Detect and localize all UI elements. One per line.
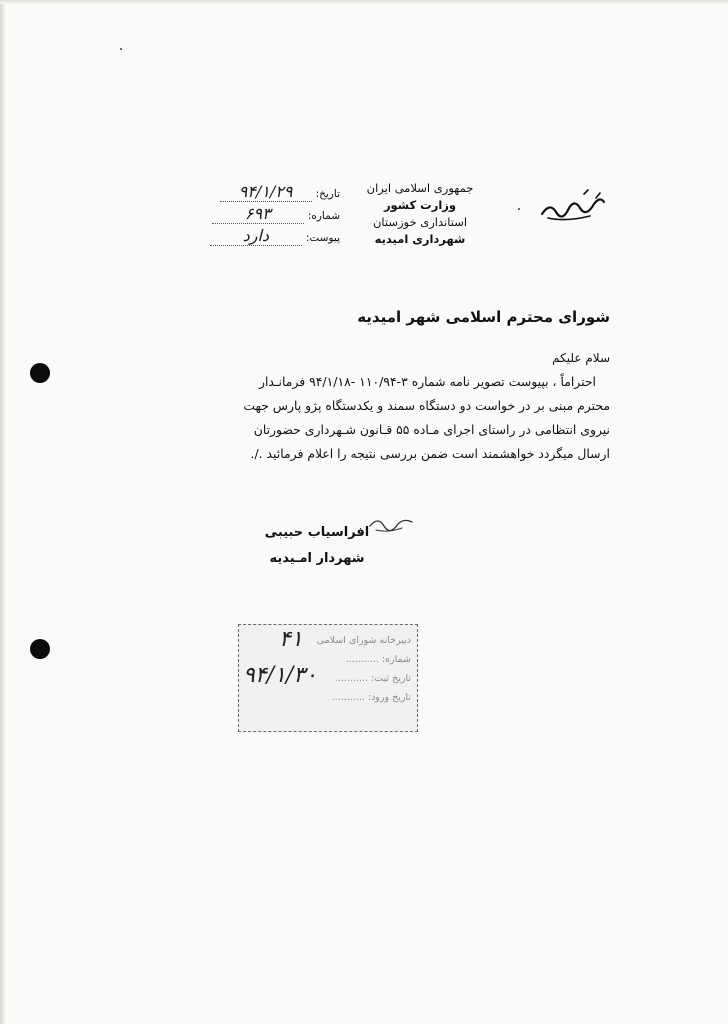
- number-row: [190, 205, 340, 227]
- number-label: شماره:: [307, 210, 340, 222]
- stamp-row: دبیرخانه شورای اسلامی: [316, 635, 411, 646]
- stamp-row: تاریخ ثبت: ...........: [334, 673, 411, 684]
- scan-edge-top: [0, 0, 728, 4]
- stamp-handwritten-number: ۴۱: [279, 627, 303, 652]
- letter-meta: [190, 183, 340, 249]
- signer-name: افراسیاب حبیبی: [264, 525, 370, 540]
- attachment-row: [190, 227, 340, 249]
- letterhead-municipality: شهرداری امیدیه: [374, 232, 466, 246]
- scan-speck: [518, 208, 520, 210]
- punch-hole-top: [30, 363, 50, 383]
- stamp-row: شماره: ...........: [345, 654, 411, 665]
- signature-scribble: [368, 514, 414, 534]
- attachment-value: دارد: [210, 227, 302, 246]
- date-row: [190, 183, 340, 205]
- body-line: احتراماً ، بپیوست تصویر نامه شماره ۳-۱۱۰/۹۴ -۹۴/۱/۱۸ فرمانـدار: [259, 374, 596, 389]
- letterhead-province: استانداری خوزستان: [372, 215, 468, 229]
- greeting: سلام علیکم: [552, 351, 610, 365]
- number-value: ۶۹۳: [212, 205, 304, 224]
- date-label: تاریخ:: [315, 188, 340, 200]
- punch-hole-bottom: [30, 639, 50, 659]
- letterhead: [350, 180, 490, 248]
- body-line: محترم مبنی بر در خواست دو دستگاه سمند و یکدستگاه پژو پارس جهت: [243, 398, 610, 413]
- receipt-stamp: [238, 624, 418, 732]
- attachment-label: پیوست:: [305, 232, 340, 244]
- signer-title: شهردار امـیدیه: [269, 551, 365, 566]
- invocation-calligraphy: [538, 188, 608, 224]
- letter-body: [190, 346, 610, 466]
- signature-block: [262, 520, 372, 572]
- body-line: ارسال میگردد خواهشمند است ضمن بررسی نتیجه را اعلام فرمائید ./.: [250, 446, 610, 461]
- stamp-row: تاریخ ورود: ...........: [331, 692, 411, 703]
- stamp-handwritten-date: ۹۴/۱/۳۰: [243, 663, 317, 688]
- scan-speck: [120, 48, 122, 50]
- date-value: ۹۴/۱/۲۹: [220, 183, 312, 202]
- recipient-heading: شورای محترم اسلامی شهر امیدیه: [357, 308, 610, 326]
- letterhead-country: جمهوری اسلامی ایران: [366, 181, 474, 195]
- body-line: نیروی انتظامی در راستای اجرای مـاده ۵۵ قـانون شـهرداری حضورتان: [253, 422, 610, 437]
- letterhead-ministry: وزارت کشور: [383, 198, 457, 212]
- scan-edge-left: [0, 0, 6, 1024]
